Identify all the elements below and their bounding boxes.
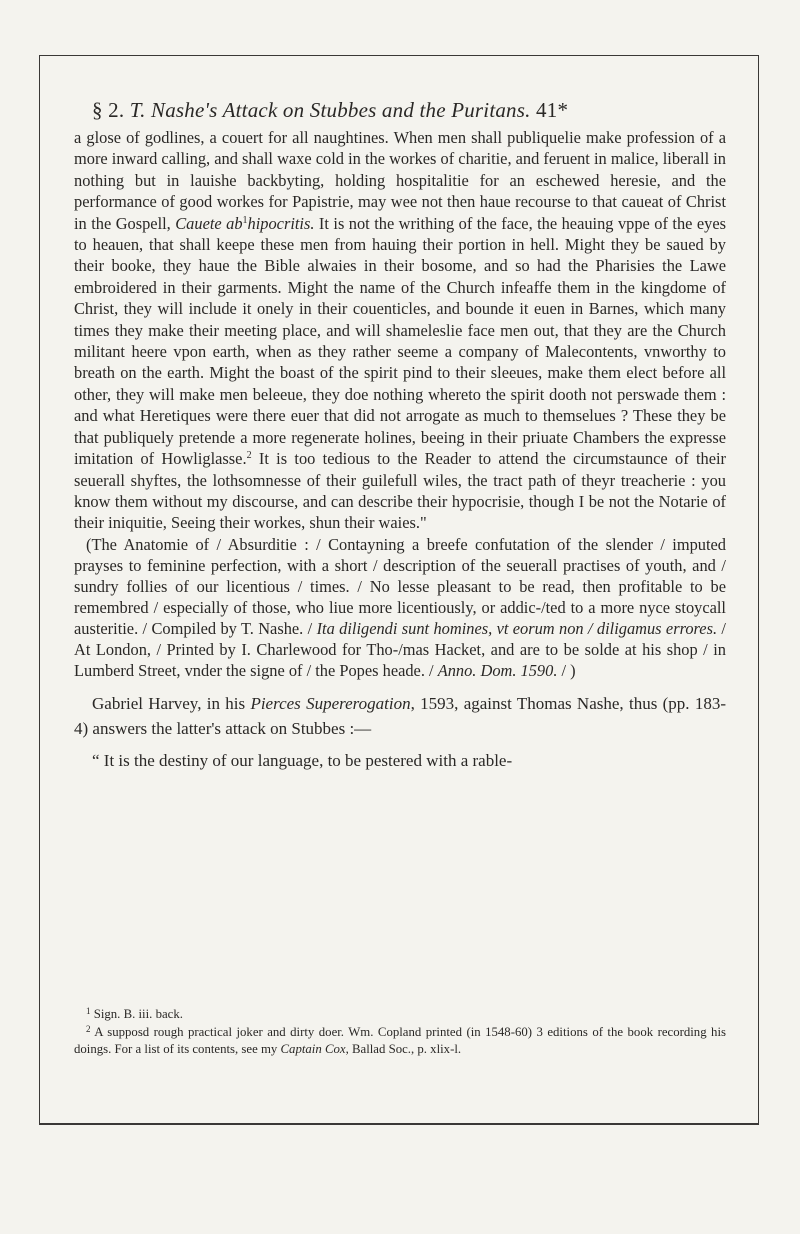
page-number: 41* [536, 98, 569, 122]
section-number: § 2. [92, 98, 125, 122]
running-header [92, 96, 712, 124]
paragraph-harvey-quote: “ It is the destiny of our language, to be pestered with a rable- [92, 750, 513, 770]
footnotes [74, 1006, 726, 1059]
body-text [74, 127, 726, 773]
paragraph-nashe-quote: a glose of godlines, a couert for all naughtines. When men shall publiquelie make profession of a more inward calling, and shall waxe cold in the workes of charitie, and feruent in malice, liberall in nothing but in lauishe backbyting, holding hospitalitie for an eschewed heresie, and the performance of good workes for Papistrie, may wee not then haue recourse to that caueat of Christ in the Gospell, Cauete $ab^1hipocritis$. It is not the writhing of the face, the heauing vppe of the eyes to heauen, that shall keepe these men from hauing their portion in hell. Might they be saued by their booke, they haue the Bible alwaies in their bosome, and so had the Pharisies the Lawe embroidered in their garments. Might the name of the Church infeaffe them in the kingdome of Christ, they will include it onely in their couenticles, and bounde it euen in Barnes, which many times they make their meeting place, and will shameleslie face men out, that they are the Church militant heere vpon earth, when as they rather seeme a company of Malecontents, vnworthy to breath on the earth. Might the boast of the spirit pind to their sleeues, make them elect before all other, they will make men beleeue, they doe nothing whereto the spirit dooth not perswade them : and what Heretiques were there euer that did not arrogate as much to themselues ? These they be that publiquely pretende a more regenerate holines, beeing in their priuate Chambers the expresse imitation of Howliglasse.$^2$ It is too tedious to the Reader to attend the circumstaunce of their seuerall shyftes, the lothsomnesse of their guilefull wiles, the tract path of theyr treacherie : you know them without my discourse, and can describe their hypocrisie, though I be not the Notarie of their iniquitie, Seeing their workes, shun their waies." [74, 128, 727, 533]
paragraph-harvey: Gabriel Harvey, in his Pierces Supererogation, 1593, against Thomas Nashe, thus (pp. 183-4) answers the latter's attack on Stubbes :— [74, 693, 726, 738]
footnote-ref-1: 1 [242, 214, 248, 226]
footnote-ref-2: 2 [246, 450, 252, 462]
header-title: T. Nashe's Attack on Stubbes and the Puritans. [129, 98, 531, 122]
footnote-2: $^2$ A supposd rough practical joker and dirty doer. Wm. Copland printed (in 1548-60) 3 editions of the book recording his doings. For a list of its contents, see my Captain Cox, Ballad Soc., p. xlix-l. [74, 1023, 726, 1056]
paragraph-title-page: (The Anatomie of / Absurditie : / Contayning a breefe confutation of the slender / imputed prayses to feminine perfection, with a short / description of the seuerall practises of youth, and / sundry follies of our licentious / times. / No lesse pleasant to be read, then profitable to be remembred / especially of those, who liue more licentiously, or addic-/ted to a more nyce stoycall austeritie. / Compiled by T. Nashe. / Ita diligendi sunt homines, vt eorum non / diligamus errores. / At London, / Printed by I. Charlewood for Tho-/mas Hacket, and are to be solde at his shop / in Lumberd Street, vnder the signe of / the Popes heade. / Anno. Dom. 1590. / ) [74, 534, 726, 680]
footnote-1: $^1$ Sign. B. iii. back. [86, 1006, 183, 1021]
